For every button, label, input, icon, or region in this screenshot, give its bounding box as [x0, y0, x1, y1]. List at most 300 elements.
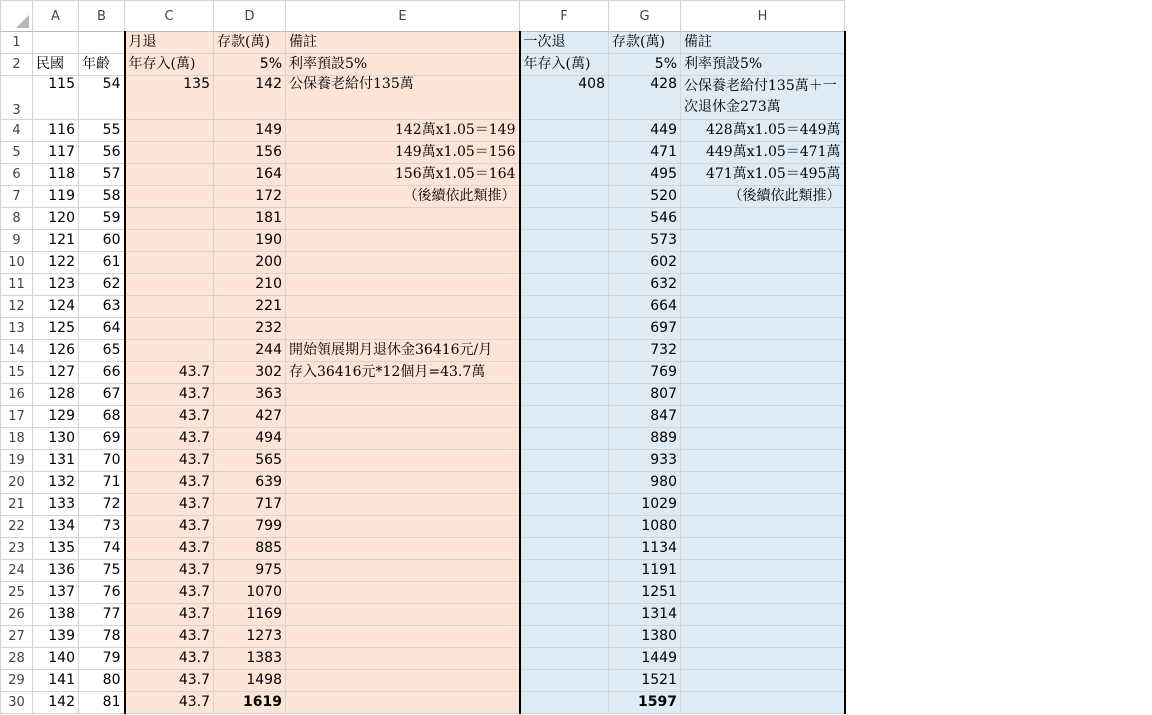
cell-f3[interactable]: 408 [520, 76, 609, 120]
cell-e19[interactable] [286, 450, 520, 472]
cell-e3[interactable]: 公保養老給付135萬 [286, 76, 520, 120]
cell-d21[interactable]: 717 [214, 494, 286, 516]
cell-b28[interactable]: 79 [79, 648, 125, 670]
cell-f11[interactable] [520, 274, 609, 296]
sheet-row-13 [1, 318, 845, 340]
cell-c12[interactable] [125, 296, 214, 318]
cell-f25[interactable] [520, 582, 609, 604]
cell-c11[interactable] [125, 274, 214, 296]
cell-g23[interactable]: 1134 [609, 538, 681, 560]
row-header[interactable]: 23 [1, 538, 33, 560]
cell-c23[interactable]: 43.7 [125, 538, 214, 560]
cell-f1[interactable]: 一次退 [520, 32, 609, 54]
cell-b6[interactable]: 57 [79, 164, 125, 186]
cell-g16[interactable]: 807 [609, 384, 681, 406]
cell-h16[interactable] [681, 384, 845, 406]
cell-c16[interactable]: 43.7 [125, 384, 214, 406]
cell-h9[interactable] [681, 230, 845, 252]
cell-e20[interactable] [286, 472, 520, 494]
cell-g30[interactable]: 1597 [609, 692, 681, 714]
cell-a17[interactable]: 129 [33, 406, 79, 428]
cell-d30[interactable]: 1619 [214, 692, 286, 714]
cell-d3[interactable]: 142 [214, 76, 286, 120]
cell-a15[interactable]: 127 [33, 362, 79, 384]
row-header[interactable]: 10 [1, 252, 33, 274]
cell-e11[interactable] [286, 274, 520, 296]
cell-a25[interactable]: 137 [33, 582, 79, 604]
cell-g17[interactable]: 847 [609, 406, 681, 428]
sheet-row-10 [1, 252, 845, 274]
cell-h14[interactable] [681, 340, 845, 362]
cell-b12[interactable]: 63 [79, 296, 125, 318]
row-header[interactable]: 16 [1, 384, 33, 406]
cell-c20[interactable]: 43.7 [125, 472, 214, 494]
cell-f12[interactable] [520, 296, 609, 318]
cell-a30[interactable]: 142 [33, 692, 79, 714]
sheet-row-18 [1, 428, 845, 450]
cell-a16[interactable]: 128 [33, 384, 79, 406]
cell-f6[interactable] [520, 164, 609, 186]
cell-g4[interactable]: 449 [609, 120, 681, 142]
column-header-b[interactable]: B [79, 1, 125, 32]
sheet-row-14 [1, 340, 845, 362]
cell-c5[interactable] [125, 142, 214, 164]
cell-a1[interactable] [33, 32, 79, 54]
sheet-row-9 [1, 230, 845, 252]
cell-h29[interactable] [681, 670, 845, 692]
sheet-row-24 [1, 560, 845, 582]
cell-f24[interactable] [520, 560, 609, 582]
cell-h7[interactable]: （後續依此類推） [681, 186, 845, 208]
cell-e25[interactable] [286, 582, 520, 604]
sheet-row-26 [1, 604, 845, 626]
cell-a2[interactable]: 民國 [33, 54, 79, 76]
cell-e30[interactable] [286, 692, 520, 714]
cell-d18[interactable]: 494 [214, 428, 286, 450]
column-header-f[interactable]: F [520, 1, 609, 32]
row-header[interactable]: 17 [1, 406, 33, 428]
cell-a4[interactable]: 116 [33, 120, 79, 142]
cell-f23[interactable] [520, 538, 609, 560]
cell-b7[interactable]: 58 [79, 186, 125, 208]
cell-a13[interactable]: 125 [33, 318, 79, 340]
cell-d14[interactable]: 244 [214, 340, 286, 362]
cell-d22[interactable]: 799 [214, 516, 286, 538]
cell-h26[interactable] [681, 604, 845, 626]
cell-h19[interactable] [681, 450, 845, 472]
row-header[interactable]: 6 [1, 164, 33, 186]
sheet-row-21 [1, 494, 845, 516]
cell-a26[interactable]: 138 [33, 604, 79, 626]
cell-h5[interactable]: 449萬x1.05＝471萬 [681, 142, 845, 164]
cell-g3[interactable]: 428 [609, 76, 681, 120]
cell-d15[interactable]: 302 [214, 362, 286, 384]
cell-g13[interactable]: 697 [609, 318, 681, 340]
cell-g11[interactable]: 632 [609, 274, 681, 296]
cell-a6[interactable]: 118 [33, 164, 79, 186]
cell-g29[interactable]: 1521 [609, 670, 681, 692]
row-header[interactable]: 25 [1, 582, 33, 604]
cell-b17[interactable]: 68 [79, 406, 125, 428]
row-header[interactable]: 28 [1, 648, 33, 670]
column-header-e[interactable]: E [286, 1, 520, 32]
cell-a23[interactable]: 135 [33, 538, 79, 560]
cell-e24[interactable] [286, 560, 520, 582]
cell-f4[interactable] [520, 120, 609, 142]
cell-f7[interactable] [520, 186, 609, 208]
cell-b30[interactable]: 81 [79, 692, 125, 714]
cell-d23[interactable]: 885 [214, 538, 286, 560]
cell-e13[interactable] [286, 318, 520, 340]
cell-f17[interactable] [520, 406, 609, 428]
cell-e26[interactable] [286, 604, 520, 626]
row-header[interactable]: 5 [1, 142, 33, 164]
row-header[interactable]: 11 [1, 274, 33, 296]
cell-b5[interactable]: 56 [79, 142, 125, 164]
cell-c8[interactable] [125, 208, 214, 230]
cell-h27[interactable] [681, 626, 845, 648]
cell-g5[interactable]: 471 [609, 142, 681, 164]
row-header[interactable]: 15 [1, 362, 33, 384]
cell-e17[interactable] [286, 406, 520, 428]
cell-e18[interactable] [286, 428, 520, 450]
cell-f29[interactable] [520, 670, 609, 692]
cell-f9[interactable] [520, 230, 609, 252]
cell-b10[interactable]: 61 [79, 252, 125, 274]
cell-g12[interactable]: 664 [609, 296, 681, 318]
cell-a20[interactable]: 132 [33, 472, 79, 494]
cell-f14[interactable] [520, 340, 609, 362]
cell-e1[interactable]: 備註 [286, 32, 520, 54]
cell-h8[interactable] [681, 208, 845, 230]
row-header[interactable]: 22 [1, 516, 33, 538]
cell-b24[interactable]: 75 [79, 560, 125, 582]
cell-b18[interactable]: 69 [79, 428, 125, 450]
cell-g18[interactable]: 889 [609, 428, 681, 450]
cell-a5[interactable]: 117 [33, 142, 79, 164]
cell-c28[interactable]: 43.7 [125, 648, 214, 670]
cell-b25[interactable]: 76 [79, 582, 125, 604]
cell-g7[interactable]: 520 [609, 186, 681, 208]
row-header[interactable]: 9 [1, 230, 33, 252]
cell-d5[interactable]: 156 [214, 142, 286, 164]
cell-c3[interactable]: 135 [125, 76, 214, 120]
row-header[interactable]: 24 [1, 560, 33, 582]
column-header-g[interactable]: G [609, 1, 681, 32]
cell-f15[interactable] [520, 362, 609, 384]
cell-e6[interactable]: 156萬x1.05＝164 [286, 164, 520, 186]
cell-h2[interactable]: 利率預設5% [681, 54, 845, 76]
cell-h21[interactable] [681, 494, 845, 516]
cell-g8[interactable]: 546 [609, 208, 681, 230]
cell-c9[interactable] [125, 230, 214, 252]
cell-b19[interactable]: 70 [79, 450, 125, 472]
cell-e23[interactable] [286, 538, 520, 560]
cell-g2[interactable]: 5% [609, 54, 681, 76]
cell-e28[interactable] [286, 648, 520, 670]
cell-b21[interactable]: 72 [79, 494, 125, 516]
cell-f27[interactable] [520, 626, 609, 648]
cell-e7[interactable]: （後續依此類推） [286, 186, 520, 208]
cell-h12[interactable] [681, 296, 845, 318]
cell-e14[interactable]: 開始領展期月退休金36416元/月 [286, 340, 520, 362]
cell-d8[interactable]: 181 [214, 208, 286, 230]
cell-d20[interactable]: 639 [214, 472, 286, 494]
sheet-row-17 [1, 406, 845, 428]
cell-e2[interactable]: 利率預設5% [286, 54, 520, 76]
select-all-corner[interactable] [1, 1, 33, 32]
cell-b13[interactable]: 64 [79, 318, 125, 340]
cell-d25[interactable]: 1070 [214, 582, 286, 604]
cell-c2[interactable]: 年存入(萬) [125, 54, 214, 76]
cell-f26[interactable] [520, 604, 609, 626]
cell-e9[interactable] [286, 230, 520, 252]
cell-h1[interactable]: 備註 [681, 32, 845, 54]
cell-h23[interactable] [681, 538, 845, 560]
cell-g1[interactable]: 存款(萬) [609, 32, 681, 54]
cell-b26[interactable]: 77 [79, 604, 125, 626]
cell-c15[interactable]: 43.7 [125, 362, 214, 384]
cell-d19[interactable]: 565 [214, 450, 286, 472]
cell-a7[interactable]: 119 [33, 186, 79, 208]
cell-b29[interactable]: 80 [79, 670, 125, 692]
cell-g15[interactable]: 769 [609, 362, 681, 384]
column-header-d[interactable]: D [214, 1, 286, 32]
cell-g20[interactable]: 980 [609, 472, 681, 494]
cell-e12[interactable] [286, 296, 520, 318]
cell-c21[interactable]: 43.7 [125, 494, 214, 516]
cell-a21[interactable]: 133 [33, 494, 79, 516]
cell-a10[interactable]: 122 [33, 252, 79, 274]
cell-d6[interactable]: 164 [214, 164, 286, 186]
cell-c19[interactable]: 43.7 [125, 450, 214, 472]
cell-f22[interactable] [520, 516, 609, 538]
cell-h17[interactable] [681, 406, 845, 428]
cell-d7[interactable]: 172 [214, 186, 286, 208]
cell-c26[interactable]: 43.7 [125, 604, 214, 626]
cell-d9[interactable]: 190 [214, 230, 286, 252]
cell-d13[interactable]: 232 [214, 318, 286, 340]
row-header[interactable]: 1 [1, 32, 33, 54]
cell-b23[interactable]: 74 [79, 538, 125, 560]
cell-d29[interactable]: 1498 [214, 670, 286, 692]
cell-f16[interactable] [520, 384, 609, 406]
cell-g22[interactable]: 1080 [609, 516, 681, 538]
row-header[interactable]: 7 [1, 186, 33, 208]
cell-h10[interactable] [681, 252, 845, 274]
cell-e8[interactable] [286, 208, 520, 230]
cell-a11[interactable]: 123 [33, 274, 79, 296]
cell-h28[interactable] [681, 648, 845, 670]
cell-c18[interactable]: 43.7 [125, 428, 214, 450]
cell-b4[interactable]: 55 [79, 120, 125, 142]
cell-c10[interactable] [125, 252, 214, 274]
row-header[interactable]: 30 [1, 692, 33, 714]
cell-c24[interactable]: 43.7 [125, 560, 214, 582]
cell-g27[interactable]: 1380 [609, 626, 681, 648]
cell-d1[interactable]: 存款(萬) [214, 32, 286, 54]
cell-f20[interactable] [520, 472, 609, 494]
cell-f18[interactable] [520, 428, 609, 450]
row-header[interactable]: 20 [1, 472, 33, 494]
cell-c27[interactable]: 43.7 [125, 626, 214, 648]
sheet-row-12 [1, 296, 845, 318]
cell-f8[interactable] [520, 208, 609, 230]
cell-a8[interactable]: 120 [33, 208, 79, 230]
cell-a29[interactable]: 141 [33, 670, 79, 692]
cell-e16[interactable] [286, 384, 520, 406]
cell-d17[interactable]: 427 [214, 406, 286, 428]
sheet-row-30 [1, 692, 845, 714]
cell-b8[interactable]: 59 [79, 208, 125, 230]
cell-g9[interactable]: 573 [609, 230, 681, 252]
sheet-row-22 [1, 516, 845, 538]
cell-d26[interactable]: 1169 [214, 604, 286, 626]
row-header[interactable]: 12 [1, 296, 33, 318]
cell-b9[interactable]: 60 [79, 230, 125, 252]
cell-c6[interactable] [125, 164, 214, 186]
row-header[interactable]: 19 [1, 450, 33, 472]
cell-g10[interactable]: 602 [609, 252, 681, 274]
sheet-row-15 [1, 362, 845, 384]
cell-e27[interactable] [286, 626, 520, 648]
cell-a9[interactable]: 121 [33, 230, 79, 252]
cell-c1[interactable]: 月退 [125, 32, 214, 54]
cell-a22[interactable]: 134 [33, 516, 79, 538]
sheet-row-3 [1, 76, 845, 120]
cell-c4[interactable] [125, 120, 214, 142]
cell-g25[interactable]: 1251 [609, 582, 681, 604]
sheet-row-16 [1, 384, 845, 406]
cell-a14[interactable]: 126 [33, 340, 79, 362]
cell-g14[interactable]: 732 [609, 340, 681, 362]
cell-d16[interactable]: 363 [214, 384, 286, 406]
row-header[interactable]: 18 [1, 428, 33, 450]
cell-h22[interactable] [681, 516, 845, 538]
cell-f28[interactable] [520, 648, 609, 670]
row-header[interactable]: 14 [1, 340, 33, 362]
cell-c29[interactable]: 43.7 [125, 670, 214, 692]
cell-c7[interactable] [125, 186, 214, 208]
cell-a12[interactable]: 124 [33, 296, 79, 318]
column-header-h[interactable]: H [681, 1, 845, 32]
cell-h24[interactable] [681, 560, 845, 582]
row-header[interactable]: 3 [1, 76, 33, 120]
cell-h4[interactable]: 428萬x1.05＝449萬 [681, 120, 845, 142]
cell-a3[interactable]: 115 [33, 76, 79, 120]
cell-a18[interactable]: 130 [33, 428, 79, 450]
cell-f30[interactable] [520, 692, 609, 714]
cell-g26[interactable]: 1314 [609, 604, 681, 626]
row-header[interactable]: 8 [1, 208, 33, 230]
sheet-row-25 [1, 582, 845, 604]
cell-h6[interactable]: 471萬x1.05＝495萬 [681, 164, 845, 186]
cell-f13[interactable] [520, 318, 609, 340]
sheet-row-20 [1, 472, 845, 494]
cell-b14[interactable]: 65 [79, 340, 125, 362]
sheet-row-27 [1, 626, 845, 648]
sheet-row-28 [1, 648, 845, 670]
cell-a24[interactable]: 136 [33, 560, 79, 582]
cell-g21[interactable]: 1029 [609, 494, 681, 516]
row-header[interactable]: 13 [1, 318, 33, 340]
cell-h15[interactable] [681, 362, 845, 384]
cell-h18[interactable] [681, 428, 845, 450]
cell-b20[interactable]: 71 [79, 472, 125, 494]
cell-a28[interactable]: 140 [33, 648, 79, 670]
cell-d28[interactable]: 1383 [214, 648, 286, 670]
cell-b16[interactable]: 67 [79, 384, 125, 406]
cell-b27[interactable]: 78 [79, 626, 125, 648]
cell-f21[interactable] [520, 494, 609, 516]
column-header-c[interactable]: C [125, 1, 214, 32]
cell-c22[interactable]: 43.7 [125, 516, 214, 538]
cell-g24[interactable]: 1191 [609, 560, 681, 582]
cell-f5[interactable] [520, 142, 609, 164]
cell-d11[interactable]: 210 [214, 274, 286, 296]
row-header[interactable]: 27 [1, 626, 33, 648]
cell-g19[interactable]: 933 [609, 450, 681, 472]
cell-c30[interactable]: 43.7 [125, 692, 214, 714]
row-header[interactable]: 2 [1, 54, 33, 76]
cell-a27[interactable]: 139 [33, 626, 79, 648]
cell-d27[interactable]: 1273 [214, 626, 286, 648]
row-header[interactable]: 4 [1, 120, 33, 142]
cell-f10[interactable] [520, 252, 609, 274]
cell-h13[interactable] [681, 318, 845, 340]
row-header[interactable]: 26 [1, 604, 33, 626]
cell-e15[interactable]: 存入36416元*12個月=43.7萬 [286, 362, 520, 384]
cell-h25[interactable] [681, 582, 845, 604]
row-header[interactable]: 21 [1, 494, 33, 516]
cell-e4[interactable]: 142萬x1.05＝149 [286, 120, 520, 142]
cell-e22[interactable] [286, 516, 520, 538]
cell-c17[interactable]: 43.7 [125, 406, 214, 428]
cell-f2[interactable]: 年存入(萬) [520, 54, 609, 76]
cell-g6[interactable]: 495 [609, 164, 681, 186]
cell-c25[interactable]: 43.7 [125, 582, 214, 604]
cell-b1[interactable] [79, 32, 125, 54]
cell-e5[interactable]: 149萬x1.05＝156 [286, 142, 520, 164]
cell-f19[interactable] [520, 450, 609, 472]
cell-h3[interactable]: 公保養老給付135萬＋一次退休金273萬 [681, 76, 845, 120]
cell-e21[interactable] [286, 494, 520, 516]
cell-d12[interactable]: 221 [214, 296, 286, 318]
cell-b3[interactable]: 54 [79, 76, 125, 120]
cell-b15[interactable]: 66 [79, 362, 125, 384]
cell-e29[interactable] [286, 670, 520, 692]
cell-d24[interactable]: 975 [214, 560, 286, 582]
cell-b11[interactable]: 62 [79, 274, 125, 296]
cell-b2[interactable]: 年齡 [79, 54, 125, 76]
cell-e10[interactable] [286, 252, 520, 274]
cell-h30[interactable] [681, 692, 845, 714]
cell-d10[interactable]: 200 [214, 252, 286, 274]
cell-d2[interactable]: 5% [214, 54, 286, 76]
sheet-row-8 [1, 208, 845, 230]
cell-b22[interactable]: 73 [79, 516, 125, 538]
cell-g28[interactable]: 1449 [609, 648, 681, 670]
sheet-row-29 [1, 670, 845, 692]
cell-c13[interactable] [125, 318, 214, 340]
cell-a19[interactable]: 131 [33, 450, 79, 472]
row-header[interactable]: 29 [1, 670, 33, 692]
cell-h20[interactable] [681, 472, 845, 494]
column-header-a[interactable]: A [33, 1, 79, 32]
cell-h11[interactable] [681, 274, 845, 296]
cell-d4[interactable]: 149 [214, 120, 286, 142]
cell-c14[interactable] [125, 340, 214, 362]
